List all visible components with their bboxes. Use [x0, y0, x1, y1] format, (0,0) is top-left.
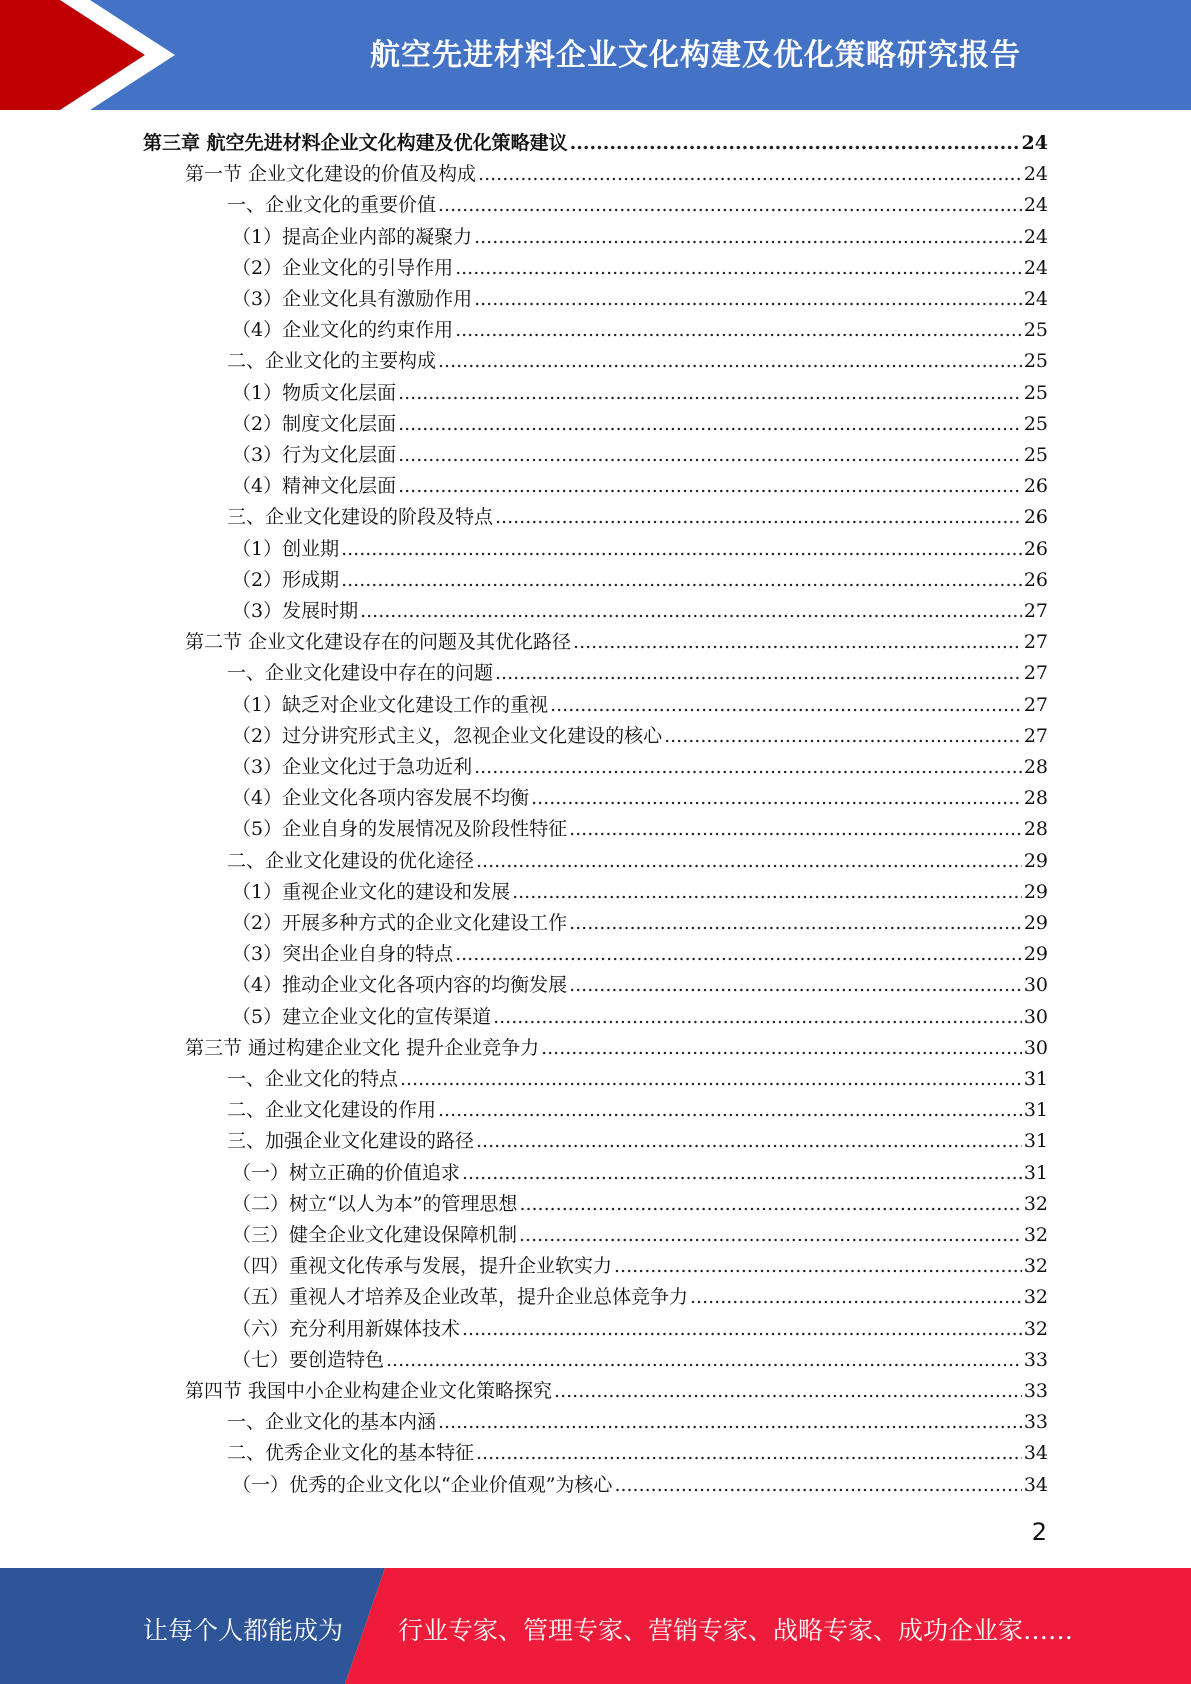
toc-leader-dots — [455, 315, 1022, 346]
toc-entry-page: 31 — [1023, 1068, 1048, 1090]
page-number: 2 — [1031, 1518, 1047, 1546]
toc-entry-label: （一）优秀的企业文化以“企业价值观”为核心 — [232, 1473, 613, 1496]
toc-item[interactable] — [232, 752, 1048, 783]
toc-leader-dots — [474, 752, 1022, 783]
toc-entry-label: 一、企业文化建设中存在的问题 — [227, 662, 494, 685]
toc-entry-label: （3）发展时期 — [232, 600, 359, 622]
toc-section-entry[interactable] — [185, 1376, 1048, 1407]
toc-leader-dots — [495, 502, 1022, 533]
toc-entry-page: 30 — [1023, 974, 1048, 997]
toc-entry-label: （一）树立正确的价值追求 — [232, 1161, 461, 1184]
toc-item[interactable] — [232, 1251, 1048, 1282]
toc-entry-label: （2）形成期 — [232, 568, 340, 591]
toc-entry-label: 一、企业文化的特点 — [227, 1068, 399, 1090]
toc-entry-page: 34 — [1023, 1473, 1048, 1496]
toc-entry-page: 29 — [1023, 943, 1048, 966]
toc-entry-page: 26 — [1023, 506, 1048, 529]
toc-entry-label: （二）树立“以人为本”的管理思想 — [232, 1192, 518, 1215]
toc-item[interactable] — [232, 1314, 1048, 1345]
toc-item[interactable] — [232, 284, 1048, 315]
page-footer — [0, 1568, 1191, 1684]
toc-entry-page: 26 — [1023, 475, 1048, 498]
toc-entry-label: （2）制度文化层面 — [232, 412, 397, 435]
toc-entry-page: 32 — [1023, 1224, 1048, 1246]
footer-slogan-right: 行业专家、管理专家、营销专家、战略专家、成功企业家…… — [398, 1616, 1074, 1645]
toc-entry-label: （3）突出企业自身的特点 — [232, 943, 454, 966]
toc-leader-dots — [438, 346, 1022, 377]
toc-entry-page: 32 — [1023, 1286, 1048, 1309]
toc-entry-page: 28 — [1023, 787, 1048, 810]
toc-leader-dots — [360, 596, 1022, 627]
toc-entry-page: 31 — [1023, 1161, 1048, 1184]
toc-entry-page: 24 — [1023, 288, 1048, 310]
toc-entry-label: 二、优秀企业文化的基本特征 — [227, 1442, 475, 1465]
toc-entry-page: 32 — [1023, 1192, 1048, 1215]
toc-entry-label: （1）重视企业文化的建设和发展 — [232, 880, 511, 903]
toc-section-entry[interactable] — [185, 627, 1048, 658]
toc-item[interactable] — [232, 1345, 1048, 1376]
toc-item[interactable] — [227, 1407, 1048, 1438]
toc-item[interactable] — [232, 1282, 1048, 1313]
toc-leader-dots — [398, 409, 1022, 440]
toc-item[interactable] — [232, 908, 1048, 939]
toc-item[interactable] — [232, 315, 1048, 346]
toc-entry-label: （4）企业文化的约束作用 — [232, 319, 454, 342]
toc-entry-label: 第二节 企业文化建设存在的问题及其优化路径 — [185, 631, 572, 654]
toc-item[interactable] — [227, 1064, 1048, 1095]
toc-leader-dots — [550, 690, 1022, 721]
toc-item[interactable] — [232, 1189, 1048, 1220]
toc-entry-label: 一、企业文化的重要价值 — [227, 194, 437, 217]
toc-entry-page: 27 — [1023, 724, 1048, 747]
toc-item[interactable] — [232, 534, 1048, 565]
toc-item[interactable] — [232, 440, 1048, 471]
toc-leader-dots — [476, 1438, 1022, 1469]
toc-entry-page: 26 — [1023, 537, 1048, 560]
toc-item[interactable] — [232, 814, 1048, 845]
toc-item[interactable] — [232, 253, 1048, 284]
toc-leader-dots — [519, 1220, 1022, 1251]
toc-entry-page: 33 — [1023, 1380, 1048, 1402]
toc-entry-page: 31 — [1023, 1099, 1048, 1122]
toc-item[interactable] — [232, 1470, 1048, 1501]
toc-item[interactable] — [227, 846, 1048, 877]
toc-entry-page: 33 — [1023, 1348, 1048, 1371]
toc-entry-page: 27 — [1023, 631, 1048, 654]
toc-entry-label: （5）企业自身的发展情况及阶段性特征 — [232, 818, 568, 841]
toc-entry-page: 29 — [1023, 880, 1048, 903]
toc-leader-dots — [664, 721, 1022, 752]
toc-entry-page: 25 — [1023, 444, 1048, 466]
toc-item[interactable] — [232, 939, 1048, 970]
toc-entry-page: 24 — [1023, 163, 1048, 186]
toc-entry-page: 30 — [1023, 1005, 1048, 1028]
toc-leader-dots — [398, 471, 1022, 502]
toc-entry-label: 一、企业文化的基本内涵 — [227, 1411, 437, 1434]
toc-entry-page: 29 — [1023, 912, 1048, 934]
toc-item[interactable] — [232, 1158, 1048, 1189]
toc-leader-dots — [455, 939, 1022, 970]
toc-leader-dots — [474, 222, 1022, 253]
toc-entry-label: （2）企业文化的引导作用 — [232, 256, 454, 279]
toc-entry-label: 第四节 我国中小企业构建企业文化策略探究 — [185, 1380, 553, 1402]
toc-entry-page: 24 — [1023, 194, 1048, 217]
toc-item[interactable] — [232, 596, 1048, 627]
toc-entry-label: （3）企业文化具有激励作用 — [232, 288, 473, 310]
toc-item[interactable] — [232, 565, 1048, 596]
toc-entry-label: （2）过分讲究形式主义，忽视企业文化建设的核心 — [232, 724, 663, 747]
toc-entry-page: 28 — [1023, 818, 1048, 841]
toc-leader-dots — [398, 378, 1022, 409]
toc-entry-page: 27 — [1023, 662, 1048, 685]
toc-item[interactable] — [232, 409, 1048, 440]
page-header — [0, 0, 1191, 110]
toc-leader-dots — [569, 908, 1022, 939]
toc-entry-page: 29 — [1023, 849, 1048, 872]
toc-section-entry[interactable] — [185, 1033, 1048, 1064]
toc-leader-dots — [341, 534, 1022, 565]
toc-entry-label: （五）重视人才培养及企业改革，提升企业总体竞争力 — [232, 1286, 689, 1309]
toc-entry-label: （七）要创造特色 — [232, 1348, 385, 1371]
toc-entry-page: 30 — [1023, 1036, 1048, 1059]
toc-chapter-entry[interactable] — [143, 128, 1048, 159]
toc-entry-page: 26 — [1023, 568, 1048, 591]
toc-entry-page: 32 — [1023, 1317, 1048, 1340]
toc-leader-dots — [690, 1282, 1022, 1313]
toc-entry-page: 24 — [1023, 225, 1048, 248]
toc-leader-dots — [455, 253, 1022, 284]
toc-leader-dots — [573, 627, 1022, 658]
toc-leader-dots — [462, 1158, 1022, 1189]
toc-entry-label: （4）企业文化各项内容发展不均衡 — [232, 787, 530, 810]
toc-entry-label: （5）建立企业文化的宣传渠道 — [232, 1005, 492, 1028]
toc-entry-label: 第一节 企业文化建设的价值及构成 — [185, 163, 477, 186]
toc-entry-page: 27 — [1023, 600, 1048, 622]
toc-leader-dots — [531, 783, 1022, 814]
toc-leader-dots — [554, 1376, 1022, 1407]
toc-item[interactable] — [232, 970, 1048, 1001]
toc-entry-label: 第三节 通过构建企业文化 提升企业竞争力 — [185, 1036, 540, 1059]
toc-entry-page: 25 — [1023, 319, 1048, 342]
toc-entry-page: 28 — [1023, 756, 1048, 778]
toc-item[interactable] — [232, 877, 1048, 908]
toc-leader-dots — [493, 1002, 1022, 1033]
toc-leader-dots — [438, 190, 1022, 221]
toc-entry-page: 24 — [1021, 132, 1048, 154]
toc-entry-page: 24 — [1023, 256, 1048, 279]
toc-item[interactable] — [232, 783, 1048, 814]
toc-item[interactable] — [232, 690, 1048, 721]
toc-item[interactable] — [227, 1126, 1048, 1157]
toc-entry-label: （六）充分利用新媒体技术 — [232, 1317, 461, 1340]
toc-entry-page: 27 — [1023, 693, 1048, 716]
toc-entry-page: 25 — [1023, 350, 1048, 373]
footer-slogan-left: 让每个人都能成为 — [143, 1616, 344, 1645]
toc-item[interactable] — [232, 721, 1048, 752]
toc-leader-dots — [614, 1251, 1022, 1282]
toc-leader-dots — [462, 1314, 1022, 1345]
header-title: 航空先进材料企业文化构建及优化策略研究报告 — [370, 38, 1021, 73]
toc-leader-dots — [614, 1470, 1021, 1501]
toc-item[interactable] — [227, 658, 1048, 689]
toc-item[interactable] — [232, 1002, 1048, 1033]
toc-entry-page: 31 — [1023, 1130, 1048, 1153]
toc-item[interactable] — [232, 222, 1048, 253]
toc-leader-dots — [341, 565, 1022, 596]
toc-item[interactable] — [227, 1438, 1048, 1469]
toc-entry-label: 第三章 航空先进材料企业文化构建及优化策略建议 — [143, 132, 568, 154]
toc-entry-label: （3）行为文化层面 — [232, 444, 397, 466]
toc-item[interactable] — [227, 190, 1048, 221]
toc-entry-label: 三、企业文化建设的阶段及特点 — [227, 506, 494, 529]
toc-entry-label: 二、企业文化建设的作用 — [227, 1099, 437, 1122]
toc-leader-dots — [478, 159, 1022, 190]
toc-entry-label: （四）重视文化传承与发展，提升企业软实力 — [232, 1255, 613, 1278]
toc-leader-dots — [495, 658, 1022, 689]
toc-leader-dots — [569, 970, 1022, 1001]
toc-leader-dots — [474, 284, 1022, 315]
toc-entry-label: 三、加强企业文化建设的路径 — [227, 1130, 475, 1153]
toc-entry-label: （2）开展多种方式的企业文化建设工作 — [232, 912, 568, 934]
toc-entry-label: 二、企业文化的主要构成 — [227, 350, 437, 373]
toc-leader-dots — [400, 1064, 1022, 1095]
toc-leader-dots — [512, 877, 1022, 908]
toc-section-entry[interactable] — [185, 159, 1048, 190]
toc-leader-dots — [519, 1189, 1021, 1220]
toc-entry-page: 25 — [1023, 412, 1048, 435]
toc-leader-dots — [570, 128, 1020, 159]
toc-entry-page: 34 — [1023, 1442, 1048, 1465]
toc-leader-dots — [438, 1095, 1022, 1126]
toc-leader-dots — [541, 1033, 1022, 1064]
toc-leader-dots — [398, 440, 1022, 471]
toc-item[interactable] — [227, 346, 1048, 377]
toc-entry-page: 25 — [1023, 381, 1048, 404]
toc-leader-dots — [476, 1126, 1022, 1157]
toc-item[interactable] — [227, 1095, 1048, 1126]
toc-entry-page: 33 — [1023, 1411, 1048, 1434]
toc-leader-dots — [569, 814, 1022, 845]
toc-entry-label: （4）精神文化层面 — [232, 475, 397, 498]
toc-entry-label: 二、企业文化建设的优化途径 — [227, 849, 475, 872]
toc-entry-page: 32 — [1023, 1255, 1048, 1278]
toc-leader-dots — [386, 1345, 1022, 1376]
toc-entry-label: （1）缺乏对企业文化建设工作的重视 — [232, 693, 549, 716]
toc-item[interactable] — [227, 502, 1048, 533]
toc-item[interactable] — [232, 471, 1048, 502]
toc-entry-label: （1）物质文化层面 — [232, 381, 397, 404]
toc-entry-label: （三）健全企业文化建设保障机制 — [232, 1224, 518, 1246]
toc-item[interactable] — [232, 378, 1048, 409]
toc-entry-label: （3）企业文化过于急功近利 — [232, 756, 473, 778]
toc-entry-label: （4）推动企业文化各项内容的均衡发展 — [232, 974, 568, 997]
toc-leader-dots — [476, 846, 1022, 877]
toc-entry-label: （1）创业期 — [232, 537, 340, 560]
toc-leader-dots — [438, 1407, 1022, 1438]
toc-item[interactable] — [232, 1220, 1048, 1251]
toc-entry-label: （1）提高企业内部的凝聚力 — [232, 225, 473, 248]
